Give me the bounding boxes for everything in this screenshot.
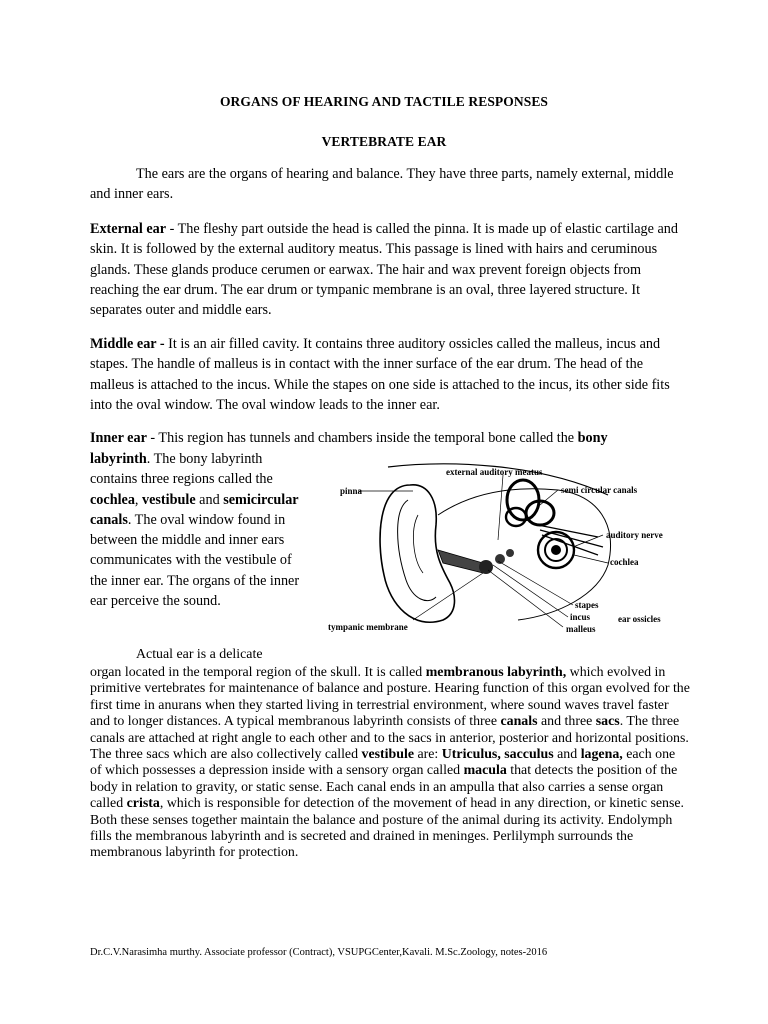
section-title: VERTEBRATE EAR bbox=[321, 134, 447, 149]
label-ossicles: ear ossicles bbox=[618, 614, 661, 624]
label-incus: incus bbox=[570, 612, 591, 622]
external-ear-paragraph bbox=[90, 219, 690, 320]
middle-ear-label: Middle ear - bbox=[90, 336, 165, 352]
external-ear-text: - The fleshy part outside the head is called the pinna. It is made up of elastic cartilage and skin. It is followed by the external auditory meatus. This passage is lined with hairs and ceruminous glands. These glands produce cerumen or earwax. The hair and wax prevent foreign objects from reaching the ear drum. The ear drum or tympanic membrane is an oval, three layered structure. It separates outer and middle ears. bbox=[90, 221, 678, 319]
middle-ear-text: It is an air filled cavity. It contains three auditory ossicles called the malleus, incus and stapes. The handle of malleus is in contact with the inner surface of the ear drum. The head of the malleus is attached to the incus. While the stapes on one side is attached to the incus, its other side fits into the oval window. The oval window leads to the inner ear. bbox=[90, 336, 670, 413]
inner-ear-label: Inner ear bbox=[90, 430, 147, 446]
label-malleus: malleus bbox=[566, 624, 596, 634]
inner-ear-line: Inner ear - This region has tunnels and chambers inside the temporal bone called the bony bbox=[90, 430, 608, 446]
inner-ear-wrap-text: labyrinth. The bony labyrinth contains three regions called the cochlea, vestibule and semicircular canals. The oval window found in between the middle and inner ears communicates with the vestibule of the inner ear. The organs of the inner ear perceive the sound. bbox=[90, 451, 300, 610]
actual-ear-first-line: Actual ear is a delicate bbox=[136, 647, 263, 662]
label-cochlea: cochlea bbox=[610, 557, 639, 567]
label-tympanic: tympanic membrane bbox=[328, 622, 408, 632]
ear-diagram bbox=[318, 455, 688, 640]
footer-text: Dr.C.V.Narasimha murthy. Associate professor (Contract), VSUPGCenter,Kavali. M.Sc.Zoology, notes-2016 bbox=[90, 947, 548, 958]
page-title: ORGANS OF HEARING AND TACTILE RESPONSES bbox=[219, 94, 549, 109]
label-semicircular: semi circular canals bbox=[561, 485, 638, 495]
label-pinna: pinna bbox=[340, 486, 363, 496]
label-meatus: external auditory meatus bbox=[446, 467, 543, 477]
actual-ear-paragraph: organ located in the temporal region of the skull. It is called membranous labyrinth, which evolved in primitive vertebrates for maintenance of balance and posture. Hearing function of this organ evolved for the first time in anurans when they started living in terrestrial environment, where sound waves travel faster and to longer distances. A typical membranous labyrinth consists of three canals and three sacs. The three canals are attached at right angle to each other and to the sacs in anterior, posterior and horizontal positions. The three sacs which are also collectively called vestibule are: Utriculus, sacculus and lagena, each one of which possesses a depression inside with a sensory organ called macula that detects the position of the body in relation to gravity, or static sense. Each canal ends in an ampulla that also carries a sense organ called crista, which is responsible for detection of the movement of head in any direction, or kinetic sense. Both these senses together maintain the balance and posture of the animal during its activity. Endolymph fills the membranous labyrinth and is secreted and drained in meninges. Perlilymph surrounds the membranous labyrinth for protection. bbox=[90, 665, 690, 861]
intro-paragraph: The ears are the organs of hearing and balance. They have three parts, namely external, middle and inner ears. bbox=[90, 166, 674, 203]
middle-ear-paragraph bbox=[90, 334, 690, 415]
label-stapes: stapes bbox=[575, 600, 599, 610]
external-ear-label: External ear bbox=[90, 221, 167, 237]
label-nerve: auditory nerve bbox=[606, 530, 663, 540]
